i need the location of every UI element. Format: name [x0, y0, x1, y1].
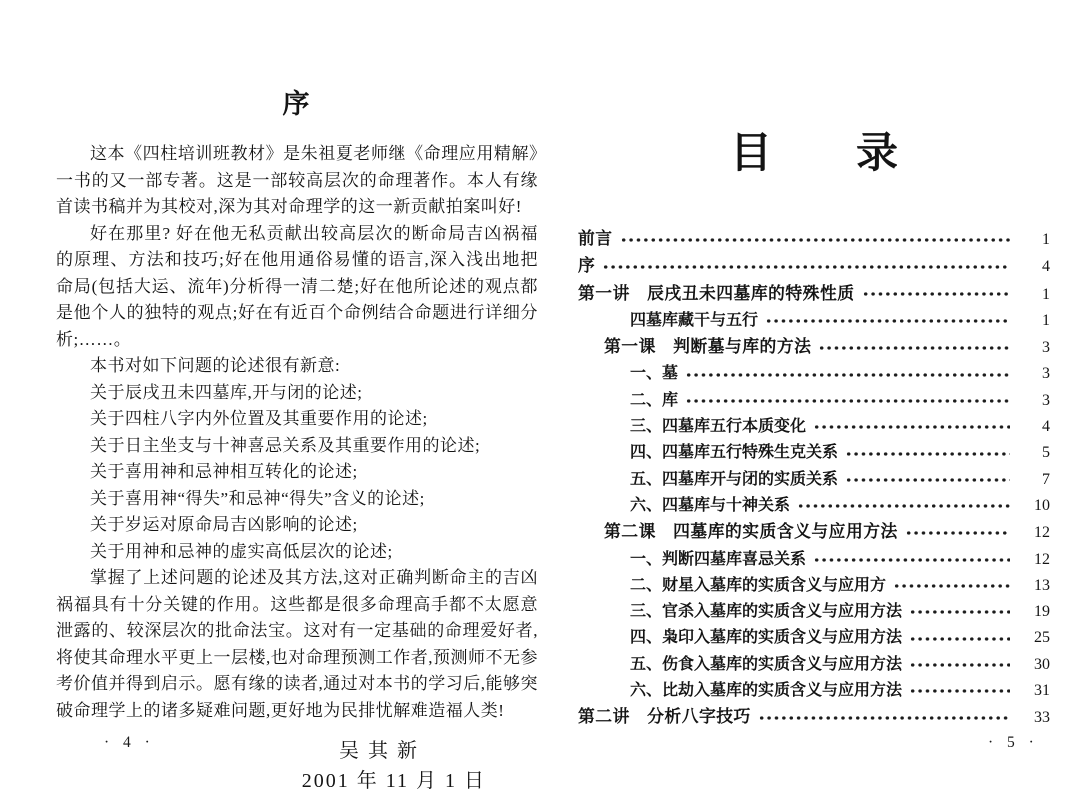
toc-entry-label: 六、四墓库与十神关系 [630, 496, 791, 514]
preface-paragraph: 关于喜用神“得失”和忌神“得失”含义的论述; [90, 488, 425, 508]
toc-entry-page-number: 19 [1034, 603, 1050, 621]
page-number-right: · 5 · [988, 734, 1039, 751]
preface-paragraph: 关于日主坐支与十神喜忌关系及其重要作用的论述; [90, 435, 481, 455]
toc-entry-page-number: 1 [1042, 311, 1050, 329]
toc-entry-label: 第一讲 辰戌丑未四墓库的特殊性质 [578, 283, 855, 303]
signature-author: 吴其新 [339, 740, 426, 762]
toc-entry-label: 前言 [578, 229, 613, 248]
toc-entry-page-number: 3 [1042, 391, 1050, 409]
toc-entry [578, 704, 1050, 731]
toc-entry-label: 六、比劫入墓库的实质含义与应用方法 [630, 682, 903, 700]
toc-entry-page-number: 12 [1034, 524, 1050, 542]
toc-entry [578, 467, 1050, 493]
toc-entry-label: 三、四墓库五行本质变化 [630, 418, 807, 436]
toc-entry [578, 308, 1050, 334]
toc-entry [578, 599, 1050, 625]
toc-entry-label: 二、财星入墓库的实质含义与应用方 [630, 576, 887, 594]
toc-dot-leader [909, 660, 1010, 670]
toc-entry-page-number: 4 [1042, 258, 1050, 276]
preface-paragraph: 掌握了上述问题的论述及其方法,这对正确判断命主的吉凶祸福具有十分关键的作用。这些都是很多命理高手都不太愿意泄露的、较深层次的批命法宝。这对有一定基础的命理爱好者,将使其命理水平更上一层楼,也对命理预测工作者,预测师不无参考价值并得到启示。愿有缘的读者,通过对本书的学习后,能够突破命理学上的诸多疑难问题,更好地为民排忧解难造福人类! [56, 568, 538, 720]
toc-dot-leader [909, 634, 1010, 644]
toc-page [578, 120, 1050, 732]
toc-entry [578, 678, 1050, 704]
toc-entry-label: 四墓库藏干与五行 [630, 311, 759, 329]
preface-paragraph: 关于岁运对原命局吉凶影响的论述; [90, 515, 358, 534]
toc-entry-label: 一、墓 [630, 365, 679, 383]
toc-dot-leader [758, 713, 1010, 723]
toc-entry-page-number: 1 [1042, 231, 1050, 248]
toc-entry-page-number: 4 [1042, 418, 1050, 436]
toc-dot-leader [813, 555, 1010, 565]
toc-entry [578, 625, 1050, 651]
toc-entry-page-number: 7 [1042, 470, 1050, 488]
toc-entry-label: 二、库 [630, 391, 679, 409]
toc-entry-page-number: 12 [1034, 550, 1050, 568]
signature-date: 2001 年 11 月 1 日 [301, 770, 486, 792]
page-number-left: · 4 · [104, 734, 155, 751]
toc-entry-page-number: 30 [1034, 655, 1050, 673]
toc-entry [578, 388, 1050, 414]
preface-paragraph: 关于用神和忌神的虚实高低层次的论述; [90, 541, 393, 561]
toc-dot-leader [862, 289, 1010, 299]
toc-entry-page-number: 33 [1034, 709, 1050, 727]
toc-entry [578, 547, 1050, 573]
toc-dot-leader [909, 607, 1010, 617]
toc-entry [578, 361, 1050, 387]
preface-paragraph: 关于辰戌丑未四墓库,开与闭的论述; [90, 382, 363, 402]
toc-dot-leader [813, 422, 1010, 432]
toc-entry-label: 五、四墓库开与闭的实质关系 [630, 470, 839, 488]
toc-entry-page-number: 5 [1042, 444, 1050, 462]
toc-entry-label: 四、四墓库五行特殊生克关系 [630, 444, 839, 462]
toc-entry-label: 五、伤食入墓库的实质含义与应用方法 [630, 655, 903, 673]
preface-paragraph: 关于四柱八字内外位置及其重要作用的论述; [90, 409, 428, 428]
toc-entry-label: 序 [578, 256, 596, 276]
toc-dot-leader [909, 686, 1010, 696]
preface-paragraph: 好在那里? 好在他无私贡献出较高层次的断命局吉凶祸福的原理、方法和技巧;好在他用通俗易懂的语言,深入浅出地把命局(包括大运、流年)分析得一清二楚;好在他所论述的观点都是他个人的独特的观点;好在有近百个命例结合命题进行详细分析;……。 [56, 223, 538, 349]
preface-title: 序 [282, 89, 312, 119]
toc-entry [578, 652, 1050, 678]
toc-entry [578, 253, 1050, 280]
toc-entry-page-number: 31 [1034, 682, 1050, 700]
preface-paragraph: 这本《四柱培训班教材》是朱祖夏老师继《命理应用精解》一书的又一部专著。这是一部较高层次的命理著作。本人有缘首读书稿并为其校对,深为其对命理学的这一新贡献拍案叫好! [56, 144, 538, 216]
preface-paragraph: 关于喜用神和忌神相互转化的论述; [90, 462, 358, 481]
toc-entry [578, 573, 1050, 599]
toc-entry-label: 第二讲 分析八字技巧 [578, 707, 751, 727]
toc-dot-leader [685, 370, 1010, 380]
toc-dot-leader [893, 581, 1010, 591]
toc-dot-leader [765, 316, 1010, 326]
toc-dot-leader [685, 396, 1010, 406]
toc-entry [578, 226, 1050, 253]
toc-entry-page-number: 3 [1042, 365, 1050, 383]
toc-dot-leader [845, 475, 1010, 485]
toc-dot-leader [845, 449, 1010, 459]
toc-entry-page-number: 25 [1034, 629, 1050, 647]
preface-paragraph: 本书对如下问题的论述很有新意: [90, 356, 341, 375]
toc-entry-page-number: 13 [1034, 576, 1050, 594]
toc-entry [578, 334, 1050, 361]
toc-entry-page-number: 3 [1042, 339, 1050, 357]
toc-entry [578, 519, 1050, 546]
toc-entry [578, 440, 1050, 466]
preface-page [56, 82, 538, 796]
toc-list [578, 226, 1050, 732]
toc-dot-leader [797, 501, 1010, 511]
toc-dot-leader [905, 528, 1010, 538]
toc-entry-page-number: 10 [1034, 496, 1050, 514]
toc-entry-label: 四、枭印入墓库的实质含义与应用方法 [630, 629, 903, 647]
toc-entry-label: 第二课 四墓库的实质含义与应用方法 [604, 522, 898, 542]
toc-entry-label: 三、官杀入墓库的实质含义与应用方法 [630, 603, 903, 621]
toc-entry-label: 一、判断四墓库喜忌关系 [630, 550, 807, 568]
toc-entry [578, 281, 1050, 308]
toc-dot-leader [620, 235, 1010, 245]
toc-dot-leader [818, 343, 1009, 353]
toc-dot-leader [602, 262, 1010, 272]
toc-entry-label: 第一课 判断墓与库的方法 [604, 337, 812, 357]
preface-body [56, 141, 538, 724]
toc-entry [578, 414, 1050, 440]
toc-title: 目 录 [729, 131, 898, 177]
toc-entry [578, 493, 1050, 519]
toc-entry-page-number: 1 [1042, 285, 1050, 303]
